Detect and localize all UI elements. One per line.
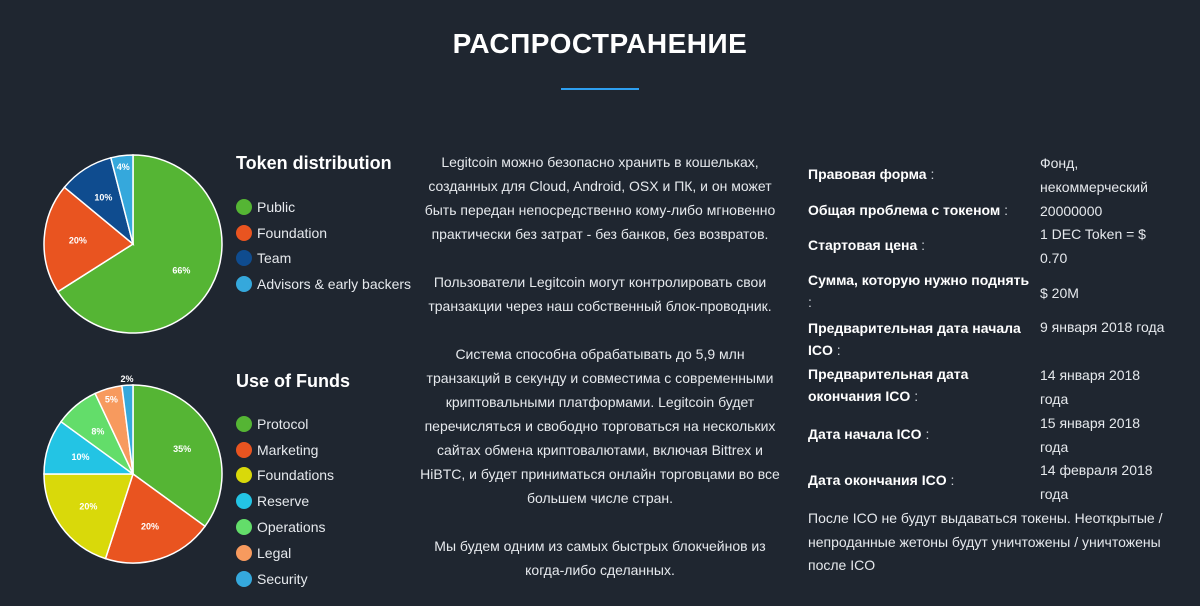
token-distribution-pie <box>42 153 224 335</box>
legend-label: Reserve <box>257 493 310 510</box>
pie-label-public: 66% <box>172 265 191 276</box>
info-value-start-price: 1 DEC Token = $ 0.70 <box>1040 226 1146 266</box>
info-label-start-date: Дата начала ICO : <box>808 426 930 442</box>
legend-swatch <box>236 467 252 483</box>
legend-item-team <box>236 246 411 272</box>
info-value-start-date: 15 января 2018 года <box>1040 415 1141 455</box>
legend-item-operations <box>236 514 334 540</box>
legend-item-marketing <box>236 437 334 463</box>
info-value-pre-start-date: 9 января 2018 года <box>1040 319 1165 335</box>
legend-item-public <box>236 194 411 220</box>
legend-label: Advisors & early backers <box>257 276 412 293</box>
info-label-end-date: Дата окончания ICO : <box>808 472 955 488</box>
legend-swatch <box>236 493 252 509</box>
pie-label-security: 2% <box>120 373 134 384</box>
legend-item-foundations <box>236 463 334 489</box>
legend-label: Public <box>257 198 296 215</box>
legend-item-advisors-early-backers <box>236 271 411 297</box>
description-paragraph: Система способна обрабатывать до 5,9 млн транзакций в секунду и совместима с современными криптовальными платформами. Legitcoin будет перечисляться и свободно торговаться на нескольких сайтах обмена криптовалютами, включая Bittrex и HiBTC, и будет приниматься онлайн торговцами во все большем числе стран. <box>420 346 780 506</box>
legend-swatch <box>236 545 252 561</box>
legend-label: Team <box>257 250 292 267</box>
legend-label: Protocol <box>257 415 309 432</box>
info-value-end-date: 14 февраля 2018 года <box>1040 462 1153 502</box>
pie-label-foundation: 20% <box>68 235 87 246</box>
info-label-start-price: Стартовая цена : <box>808 237 926 253</box>
legend-swatch <box>236 416 252 432</box>
legend-item-security <box>236 566 334 592</box>
legend-swatch <box>236 276 252 292</box>
legend-swatch <box>236 571 252 587</box>
legend-swatch <box>236 225 252 241</box>
info-label-token-issue: Общая проблема с токеном : <box>808 202 1009 218</box>
pie-label-protocol: 35% <box>173 443 192 454</box>
info-value-pre-end-date: 14 января 2018 года <box>1040 367 1141 407</box>
legend-item-legal <box>236 540 334 566</box>
ico-footnote: После ICO не будут выдаваться токены. Неоткрытые / непроданные жетоны будут уничтожены / уничтожены после ICO <box>808 510 1163 573</box>
legend-label: Foundations <box>257 467 335 484</box>
token-distribution-legend <box>236 194 411 297</box>
legend-swatch <box>236 199 252 215</box>
info-value-legal-form: Фонд, некоммерческий <box>1040 155 1148 195</box>
info-label-pre-start-date: Предварительная дата начала ICO : <box>808 320 1021 358</box>
legend-item-foundation <box>236 220 411 246</box>
use-of-funds-pie <box>42 373 224 565</box>
info-label-raise-amount: Сумма, которую нужно поднять : <box>808 272 1030 310</box>
pie-label-reserve: 10% <box>71 451 90 462</box>
info-label-legal-form: Правовая форма : <box>808 166 935 182</box>
info-value-raise-amount: $ 20M <box>1040 285 1079 301</box>
legend-label: Security <box>257 570 308 587</box>
legend-item-reserve <box>236 488 334 514</box>
legend-label: Operations <box>257 519 326 536</box>
info-label-pre-end-date: Предварительная дата окончания ICO : <box>808 366 969 404</box>
token-distribution-title: Token distribution <box>236 153 392 173</box>
description-paragraph: Мы будем одним из самых быстрых блокчейнов из когда-либо сделанных. <box>434 538 766 578</box>
pie-label-operations: 8% <box>91 426 105 437</box>
use-of-funds-title: Use of Funds <box>236 371 351 391</box>
pie-label-foundations: 20% <box>79 501 98 512</box>
legend-swatch <box>236 519 252 535</box>
pie-label-advisors-early-backers: 4% <box>116 162 130 173</box>
description-paragraph: Legitcoin можно безопасно хранить в кошельках, созданных для Cloud, Android, OSX и ПК, и он может быть передан непосредственно кому-либо мгновенно практически без затрат - без банков, без возвратов. <box>424 154 776 242</box>
pie-label-marketing: 20% <box>141 521 160 532</box>
description <box>418 150 782 606</box>
legend-label: Marketing <box>257 441 319 458</box>
pie-label-team: 10% <box>94 192 113 203</box>
legend-label: Foundation <box>257 224 328 241</box>
legend-swatch <box>236 250 252 266</box>
pie-label-legal: 5% <box>104 394 118 405</box>
legend-item-protocol <box>236 411 334 437</box>
legend-label: Legal <box>257 544 292 561</box>
use-of-funds-legend <box>236 411 334 592</box>
page-title: РАСПРОСТРАНЕНИЕ <box>452 28 748 59</box>
description-paragraph: Пользователи Legitcoin могут контролировать свои транзакции через наш собственный блок-проводник. <box>428 274 772 314</box>
legend-swatch <box>236 442 252 458</box>
info-value-token-issue: 20000000 <box>1040 203 1103 219</box>
title-underline <box>561 88 639 90</box>
